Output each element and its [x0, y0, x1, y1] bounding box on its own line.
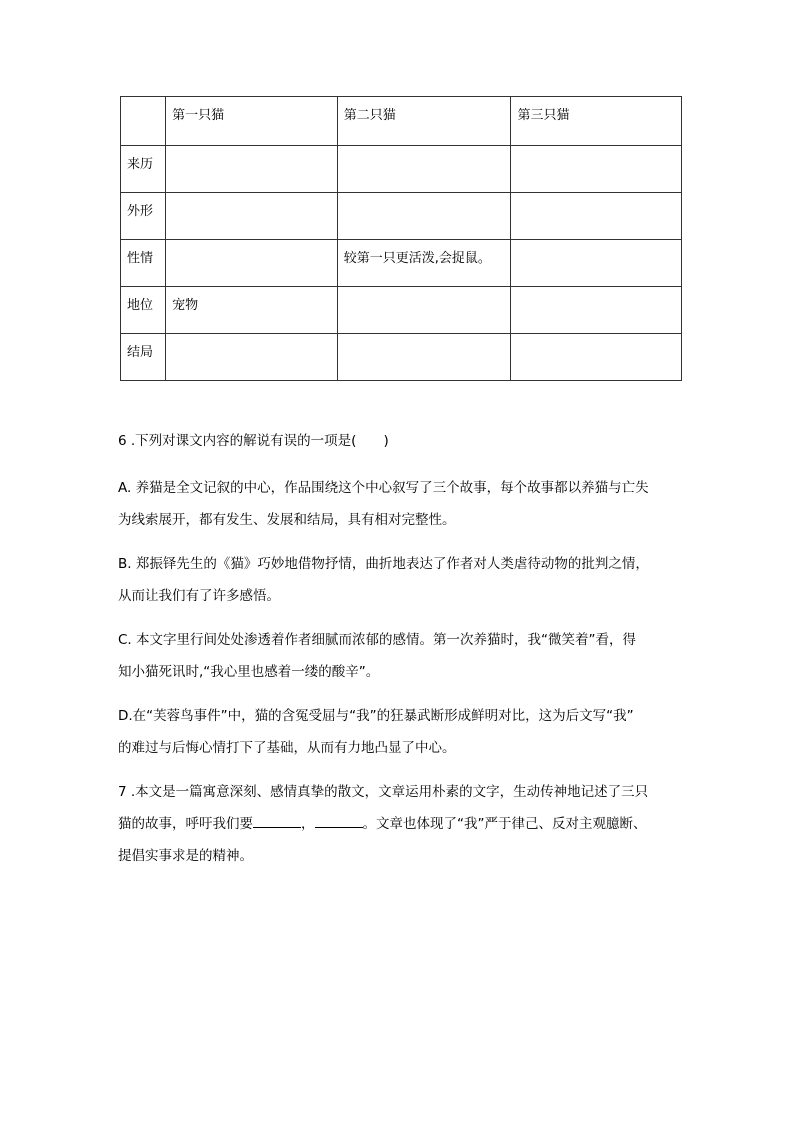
question-7-line-3: 提倡实事求是的精神。: [118, 848, 253, 864]
question-7-line-2: [118, 811, 678, 837]
table-cell: [337, 146, 511, 193]
table-row: [121, 240, 682, 287]
question-6-stem: 6 .下列对课文内容的解说有误的一项是( ): [118, 433, 389, 449]
table-cell: 较第一只更活泼,会捉鼠。: [337, 240, 511, 287]
table-header-cell: 第三只猫: [511, 97, 682, 146]
table-header-cell: 第二只猫: [337, 97, 511, 146]
cat-comparison-table: [120, 96, 682, 381]
option-b-line-1: B. 郑振铎先生的《猫》巧妙地借物抒情，曲折地表达了作者对人类虐待动物的批判之情，: [118, 556, 649, 572]
option-a-line-2: 为线索展开，都有发生、发展和结局，具有相对完整性。: [118, 512, 456, 528]
question-7-line-2-start: 猫的故事，呼吁我们要: [118, 816, 253, 832]
option-d-line-2: 的难过与后悔心情打下了基础，从而有力地凸显了中心。: [118, 740, 456, 756]
answer-blank-2[interactable]: [315, 813, 363, 828]
option-c-line-1: C. 本文字里行间处处渗透着作者细腻而浓郁的感情。第一次养猫时，我“微笑着”看，得: [118, 632, 636, 648]
table-cell: [511, 193, 682, 240]
table-cell: [511, 240, 682, 287]
option-c-line-2: 知小猫死讯时,“我心里也感着一缕的酸辛”。: [118, 664, 380, 680]
question-7-line-2-end: 。文章也体现了“我”严于律己、反对主观臆断、: [362, 816, 647, 832]
table-cell: [166, 334, 338, 381]
row-label: 来历: [121, 146, 166, 193]
answer-blank-1[interactable]: [253, 813, 301, 828]
table-cell: [337, 193, 511, 240]
table-cell: [511, 146, 682, 193]
table-header-cell: [121, 97, 166, 146]
row-label: 性情: [121, 240, 166, 287]
question-7-line-1: 7 .本文是一篇寓意深刻、感情真挚的散文，文章运用朴素的文字，生动传神地记述了三只: [118, 784, 649, 800]
question-7-separator: ，: [301, 816, 315, 832]
question-6: [118, 428, 678, 454]
question-6-option-a: [118, 475, 678, 533]
option-d-line-1: D.在“芙蓉鸟事件”中，猫的含冤受屈与“我”的狂暴武断形成鲜明对比，这为后文写“我”: [118, 708, 634, 724]
table-cell: [511, 287, 682, 334]
option-b-line-2: 从而让我们有了许多感悟。: [118, 588, 280, 604]
table-cell: [166, 240, 338, 287]
table-row: [121, 193, 682, 240]
option-a-line-1: A. 养猫是全文记叙的中心，作品围绕这个中心叙写了三个故事，每个故事都以养猫与亡失: [118, 480, 649, 496]
table-cell: [337, 334, 511, 381]
row-label: 结局: [121, 334, 166, 381]
question-6-option-c: [118, 627, 678, 685]
question-6-option-d: [118, 703, 678, 761]
table-header-cell: 第一只猫: [166, 97, 338, 146]
table-cell: [166, 146, 338, 193]
table-cell: [511, 334, 682, 381]
table-header-row: [121, 97, 682, 146]
table-row: [121, 287, 682, 334]
table-row: [121, 146, 682, 193]
table-cell: [337, 287, 511, 334]
question-7: [118, 779, 678, 869]
table-cell: 宠物: [166, 287, 338, 334]
table-cell: [166, 193, 338, 240]
row-label: 地位: [121, 287, 166, 334]
row-label: 外形: [121, 193, 166, 240]
table-row: [121, 334, 682, 381]
question-6-option-b: [118, 551, 678, 609]
